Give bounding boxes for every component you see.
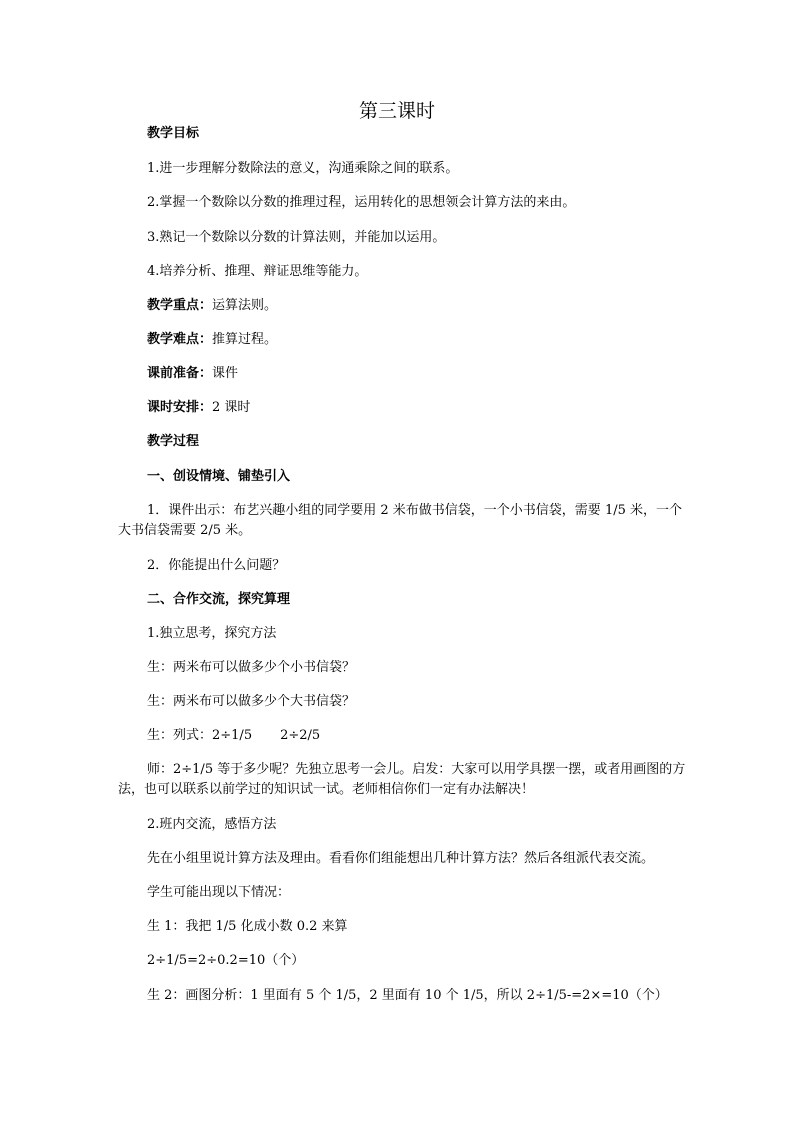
student-formula: [147, 726, 320, 746]
preparation-label: 课前准备：: [147, 366, 213, 381]
student-1-method: 生 1：我把 1/5 化成小数 0.2 来算: [147, 919, 348, 934]
key-point-label: 教学重点：: [147, 298, 213, 313]
teacher-prompt: 师：2÷1/5 等于多少呢？先独立思考一会儿。启发：大家可以用学具摆一摆，或者用画图的方法，也可以联系以前学过的知识试一试。老师相信你们一定有办法解决！: [118, 762, 686, 797]
section2-heading: 二、合作交流，探究算理: [147, 592, 291, 607]
page-title: 第三课时: [358, 100, 435, 122]
group-instruction: 先在小组里说计算方法及理由。看看你们组能想出几种计算方法？然后各组派代表交流。: [147, 851, 655, 866]
objectives-heading: 教学目标: [147, 126, 200, 141]
section1-heading: 一、创设情境、铺垫引入: [147, 469, 291, 484]
student-1-calculation: 2÷1/5=2÷0.2=10（个）: [147, 953, 305, 968]
key-point: [147, 296, 277, 316]
key-point-value: 运算法则。: [212, 298, 278, 313]
formula-first: 生：列式：2÷1/5: [147, 728, 253, 743]
possible-situations: 学生可能出现以下情况：: [147, 885, 291, 900]
objective-4: 4.培养分析、推理、辩证思维等能力。: [147, 264, 368, 279]
section1-item2: 2．你能提出什么问题？: [147, 558, 286, 573]
schedule-label: 课时安排：: [147, 400, 213, 415]
difficulty-value: 推算过程。: [212, 332, 278, 347]
student-question-2: 生：两米布可以做多少个大书信袋？: [147, 694, 356, 709]
objective-2: 2.掌握一个数除以分数的推理过程，运用转化的思想领会计算方法的来由。: [147, 195, 576, 210]
formula-second: 2÷2/5: [280, 728, 321, 743]
student-question-1: 生：两米布可以做多少个小书信袋？: [147, 660, 356, 675]
difficulty-label: 教学难点：: [147, 332, 213, 347]
objective-3: 3.熟记一个数除以分数的计算法则，并能加以运用。: [147, 230, 446, 245]
preparation: [147, 364, 238, 384]
preparation-value: 课件: [212, 366, 239, 381]
schedule: [147, 398, 250, 418]
objective-1: 1.进一步理解分数除法的意义，沟通乘除之间的联系。: [147, 161, 459, 176]
section1-item1: 1．课件出示：布艺兴趣小组的同学要用 2 米布做书信袋，一个小书信袋，需要 1/5 米，一个大书信袋需要 2/5 米。: [118, 503, 682, 538]
schedule-value: 2 课时: [212, 400, 251, 415]
student-2-method: 生 2：画图分析：1 里面有 5 个 1/5，2 里面有 10 个 1/5，所以 2÷1/5-=2×=10（个）: [147, 988, 668, 1003]
section2-sub1: 1.独立思考，探究方法: [147, 626, 277, 641]
process-heading: 教学过程: [147, 434, 200, 449]
section2-sub2: 2.班内交流，感悟方法: [147, 817, 277, 832]
difficulty: [147, 330, 277, 350]
